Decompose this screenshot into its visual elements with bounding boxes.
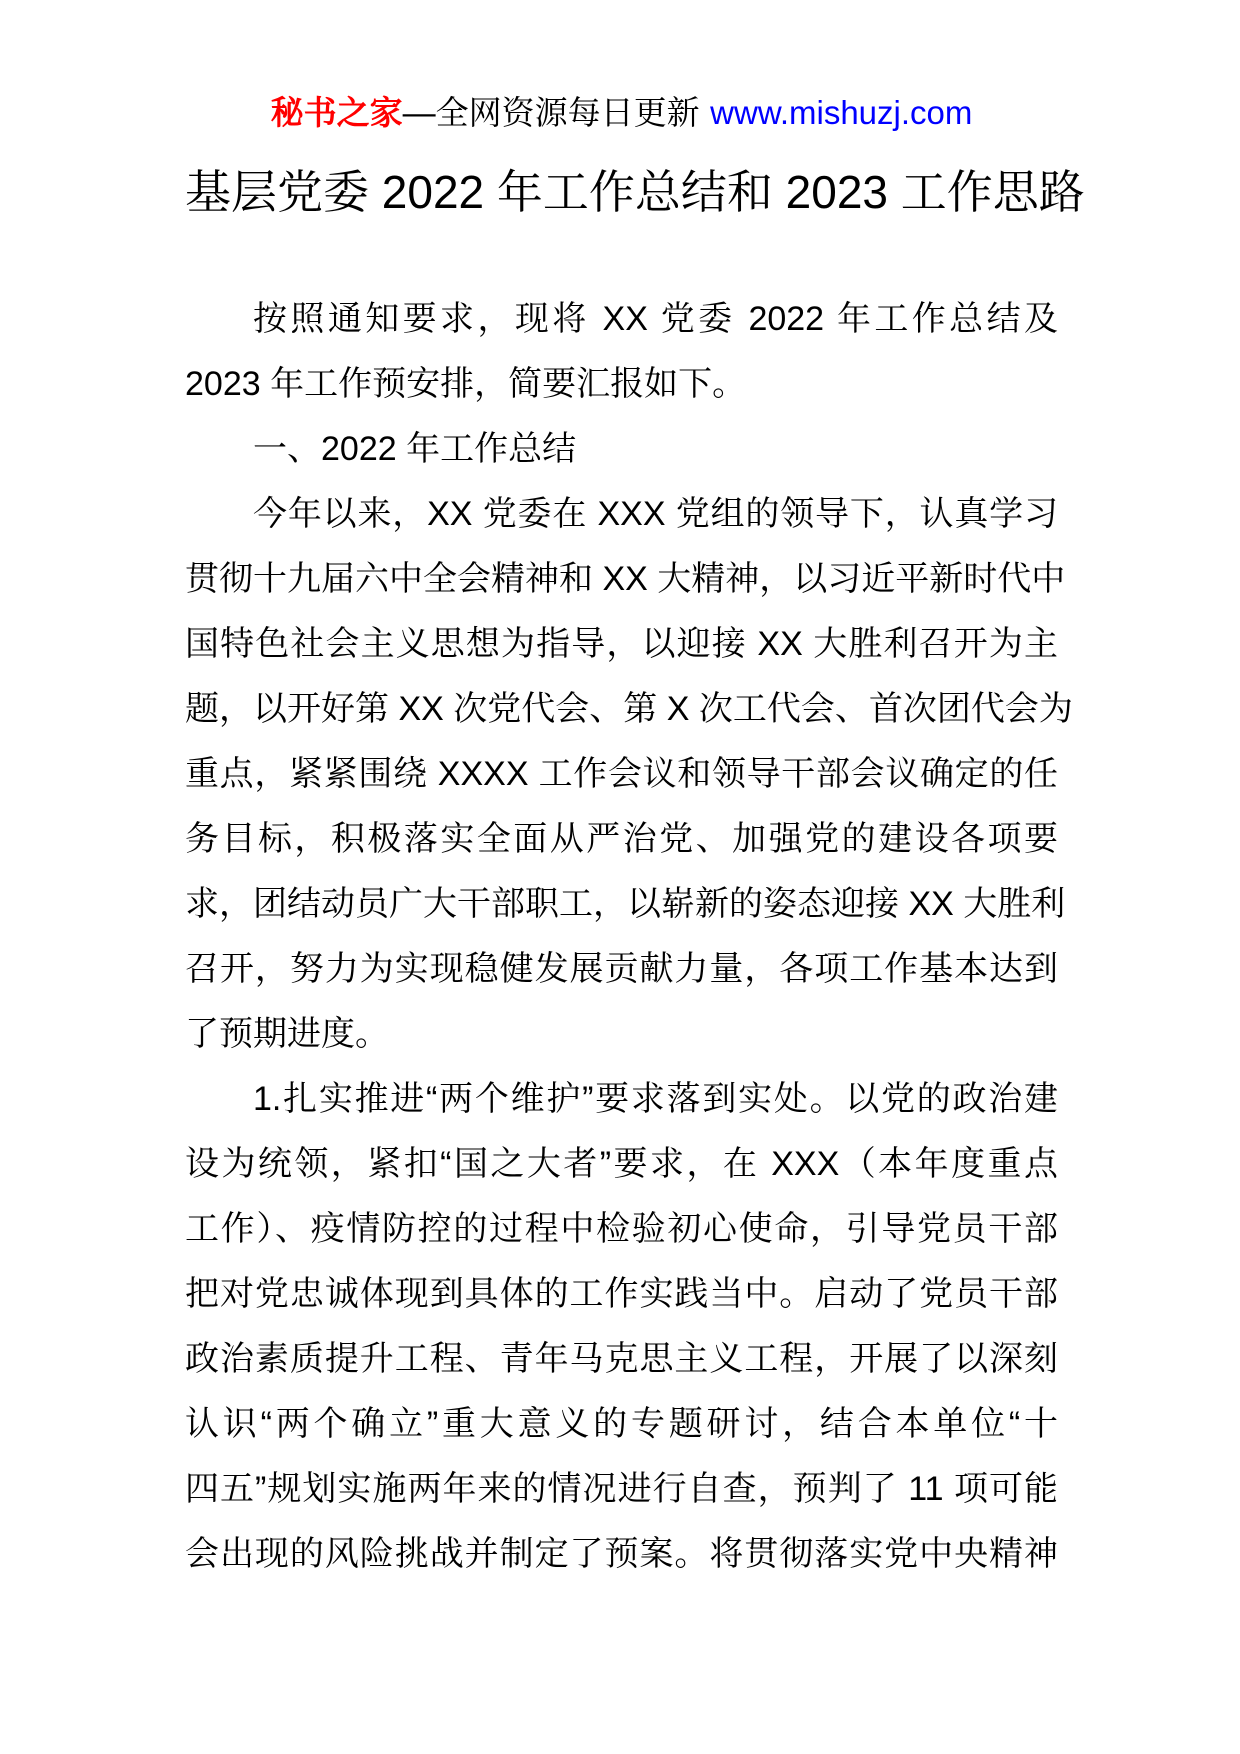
site-url-link[interactable]: www.mishuzj.com bbox=[710, 94, 973, 131]
paragraph-line: 了预期进度。 bbox=[185, 1015, 389, 1053]
paragraph-line: 召开，努力为实现稳健发展贡献力量，各项工作基本达到 bbox=[185, 950, 1058, 988]
paragraph-line: 四五”规划实施两年来的情况进行自查，预判了 11 项可能 bbox=[185, 1470, 1058, 1508]
paragraph-line: 把对党忠诚体现到具体的工作实践当中。启动了党员干部 bbox=[185, 1275, 1058, 1313]
paragraph-line: 贯彻十九届六中全会精神和 XX 大精神，以习近平新时代中 bbox=[185, 560, 1066, 598]
section-heading-line: 一、2022 年工作总结 bbox=[253, 430, 577, 468]
paragraph-line: 求，团结动员广大干部职工，以崭新的姿态迎接 XX 大胜利 bbox=[185, 885, 1066, 923]
paragraph-line: 认识“两个确立”重大意义的专题研讨，结合本单位“十 bbox=[185, 1405, 1058, 1443]
paragraph-line: 重点，紧紧围绕 XXXX 工作会议和领导干部会议确定的任 bbox=[185, 755, 1058, 793]
doc-body bbox=[185, 287, 1073, 1587]
page-title: 基层党委 2022 年工作总结和 2023 工作思路 bbox=[185, 166, 1085, 218]
paragraph-line: 政治素质提升工程、青年马克思主义工程，开展了以深刻 bbox=[185, 1340, 1058, 1378]
doc-header bbox=[185, 80, 1058, 145]
paragraph-line: 工作）、疫情防控的过程中检验初心使命，引导党员干部 bbox=[185, 1210, 1058, 1248]
paragraph-line: 题，以开好第 XX 次党代会、第 X 次工代会、首次团代会为 bbox=[185, 690, 1073, 728]
paragraph-line: 设为统领，紧扣“国之大者”要求，在 XXX（本年度重点 bbox=[185, 1145, 1058, 1183]
paragraph-line: 会出现的风险挑战并制定了预案。将贯彻落实党中央精神 bbox=[185, 1535, 1058, 1573]
paragraph-line: 国特色社会主义思想为指导，以迎接 XX 大胜利召开为主 bbox=[185, 625, 1058, 663]
header-tagline: —全网资源每日更新 bbox=[402, 94, 700, 131]
paragraph-line: 务目标，积极落实全面从严治党、加强党的建设各项要 bbox=[185, 820, 1058, 858]
paragraph-line: 1.扎实推进“两个维护”要求落到实处。以党的政治建 bbox=[253, 1080, 1058, 1118]
paragraph-line: 今年以来，XX 党委在 XXX 党组的领导下，认真学习 bbox=[253, 495, 1058, 533]
paragraph-line: 按照通知要求，现将 XX 党委 2022 年工作总结及 bbox=[253, 300, 1058, 338]
paragraph-line: 2023 年工作预安排，简要汇报如下。 bbox=[185, 365, 747, 403]
brand-text: 秘书之家 bbox=[270, 94, 403, 131]
